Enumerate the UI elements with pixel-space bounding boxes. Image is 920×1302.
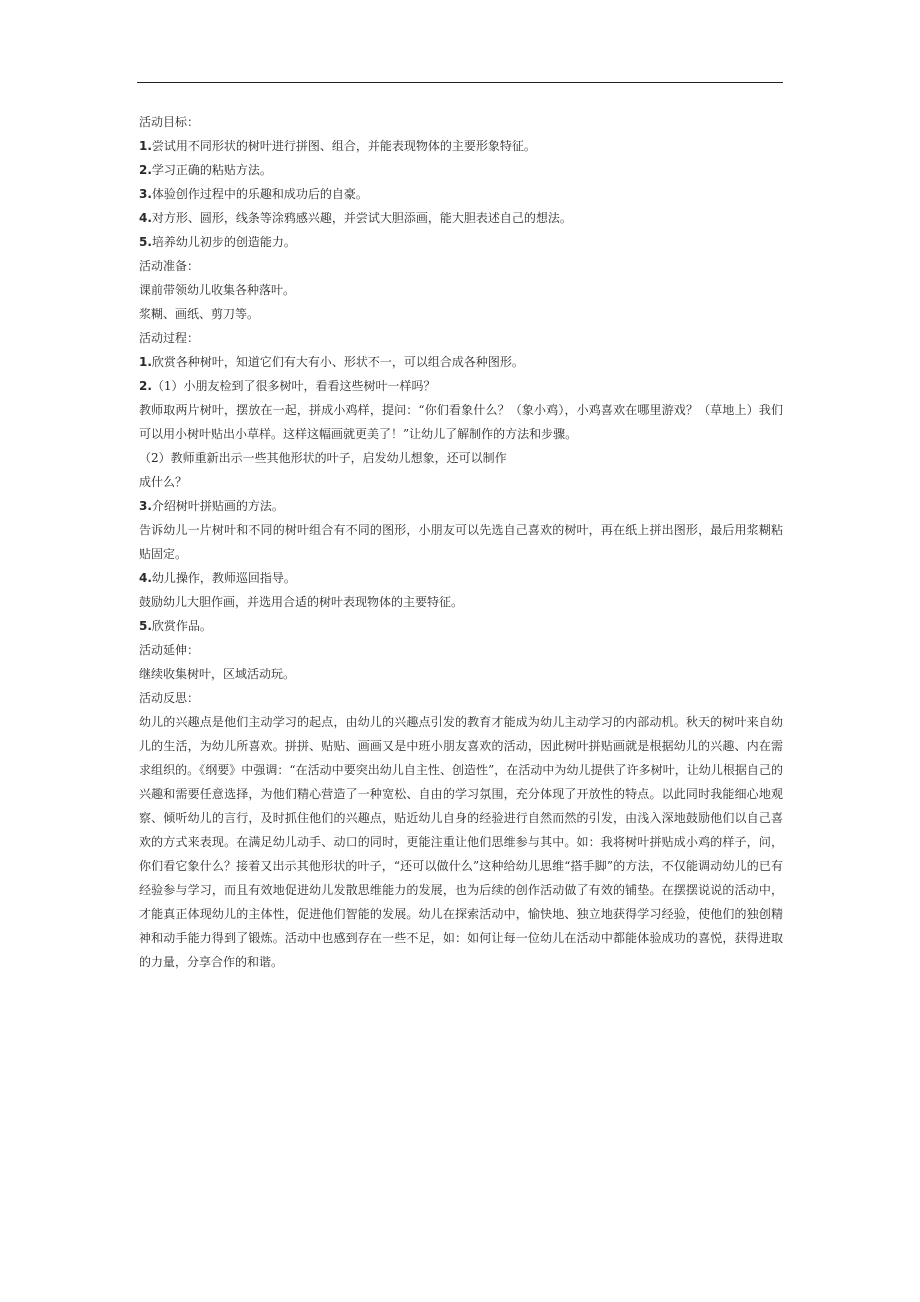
item-number: 2.	[139, 163, 152, 177]
item-number: 4.	[139, 571, 152, 585]
item-number: 3.	[139, 187, 152, 201]
text-line	[139, 590, 783, 614]
line-text: （2）教师重新出示一些其他形状的叶子，启发幼儿想象，还可以制作	[139, 451, 507, 465]
line-text: 幼儿操作，教师巡回指导。	[151, 571, 296, 585]
body-paragraph	[139, 518, 783, 566]
item-number: 4.	[139, 211, 152, 225]
text-line	[139, 110, 783, 134]
line-text: 培养幼儿初步的创造能力。	[151, 235, 296, 249]
text-line	[139, 638, 783, 662]
line-text: 活动反思：	[139, 691, 200, 705]
line-text: 幼儿的兴趣点是他们主动学习的起点，由幼儿的兴趣点引发的教育才能成为幼儿主动学习的内部动机。秋天的树叶来自幼儿的生活，为幼儿所喜欢。拼拼、贴贴、画画又是中班小朋友喜欢的活动，因此树叶拼贴画就是根据幼儿的兴趣、内在需求组织的。《纲要》中强调：“在活动中要突出幼儿自主性、创造性”，在活动中为幼儿提供了许多树叶，让幼儿根据自己的兴趣和需要任意选择，为他们精心营造了一种宽松、自由的学习氛围，充分体现了开放性的特点。以此同时我能细心地观察、倾听幼儿的言行，及时抓住他们的兴趣点，贴近幼儿自身的经验进行自然而然的引发，由浅入深地鼓励他们以自己喜欢的方式来表现。在满足幼儿动手、动口的同时，更能注重让他们思维参与其中。如：我将树叶拼贴成小鸡的样子，问，你们看它象什么？接着又出示其他形状的叶子，“还可以做什么”这种给幼儿思维“搭手脚”的方法，不仅能调动幼儿的已有经验参与学习，而且有效地促进幼儿发散思维能力的发展，也为后续的创作活动做了有效的铺垫。在摆摆说说的活动中，才能真正体现幼儿的主体性，促进他们智能的发展。幼儿在探索活动中，愉快地、独立地获得学习经验，使他们的独创精神和动手能力得到了锻炼。活动中也感到存在一些不足，如：如何让每一位幼儿在活动中都能体验成功的喜悦，获得进取的力量，分享合作的和谐。	[139, 715, 783, 969]
text-line	[139, 374, 783, 398]
text-line	[139, 614, 783, 638]
line-text: 浆糊、画纸、剪刀等。	[139, 307, 260, 321]
line-text: 活动目标：	[139, 115, 200, 129]
text-line	[139, 446, 783, 470]
item-number: 2.	[139, 379, 152, 393]
line-text: 欣赏各种树叶，知道它们有大有小、形状不一，可以组合成各种图形。	[151, 355, 524, 369]
document-body	[139, 110, 783, 974]
line-text: 学习正确的粘贴方法。	[151, 163, 272, 177]
line-text: 课前带领幼儿收集各种落叶。	[139, 283, 296, 297]
line-text: （1）小朋友检到了很多树叶，看看这些树叶一样吗？	[151, 379, 436, 393]
text-line	[139, 254, 783, 278]
text-line	[139, 278, 783, 302]
item-number: 5.	[139, 619, 152, 633]
line-text: 介绍树叶拼贴画的方法。	[151, 499, 284, 513]
header-rule	[137, 82, 783, 83]
text-line	[139, 302, 783, 326]
line-text: 欣赏作品。	[151, 619, 212, 633]
line-text: 对方形、圆形，线条等涂鸦感兴趣，并尝试大胆添画，能大胆表述自己的想法。	[151, 211, 572, 225]
text-line	[139, 350, 783, 374]
line-text: 活动准备：	[139, 259, 200, 273]
text-line	[139, 182, 783, 206]
text-line	[139, 134, 783, 158]
line-text: 继续收集树叶，区域活动玩。	[139, 667, 296, 681]
text-line	[139, 470, 783, 494]
text-line	[139, 494, 783, 518]
item-number: 1.	[139, 139, 152, 153]
line-text: 活动延伸：	[139, 643, 200, 657]
item-number: 5.	[139, 235, 152, 249]
text-line	[139, 686, 783, 710]
line-text: 尝试用不同形状的树叶进行拼图、组合，并能表现物体的主要形象特征。	[151, 139, 536, 153]
body-paragraph	[139, 710, 783, 974]
line-text: 教师取两片树叶，摆放在一起，拼成小鸡样，提问：“你们看象什么？（象小鸡），小鸡喜欢在哪里游戏？（草地上）我们可以用小树叶贴出小草样。这样这幅画就更美了！”让幼儿了解制作的方法和步骤。	[139, 403, 783, 441]
text-line	[139, 662, 783, 686]
line-text: 活动过程：	[139, 331, 200, 345]
line-text: 体验创作过程中的乐趣和成功后的自豪。	[151, 187, 368, 201]
text-line	[139, 206, 783, 230]
text-line	[139, 158, 783, 182]
body-paragraph	[139, 398, 783, 446]
line-text: 鼓励幼儿大胆作画，并选用合适的树叶表现物体的主要特征。	[139, 595, 464, 609]
item-number: 1.	[139, 355, 152, 369]
line-text: 告诉幼儿一片树叶和不同的树叶组合有不同的图形，小朋友可以先选自己喜欢的树叶，再在纸上拼出图形，最后用浆糊粘贴固定。	[139, 523, 783, 561]
line-text: 成什么？	[139, 475, 188, 489]
text-line	[139, 566, 783, 590]
text-line	[139, 230, 783, 254]
text-line	[139, 326, 783, 350]
item-number: 3.	[139, 499, 152, 513]
